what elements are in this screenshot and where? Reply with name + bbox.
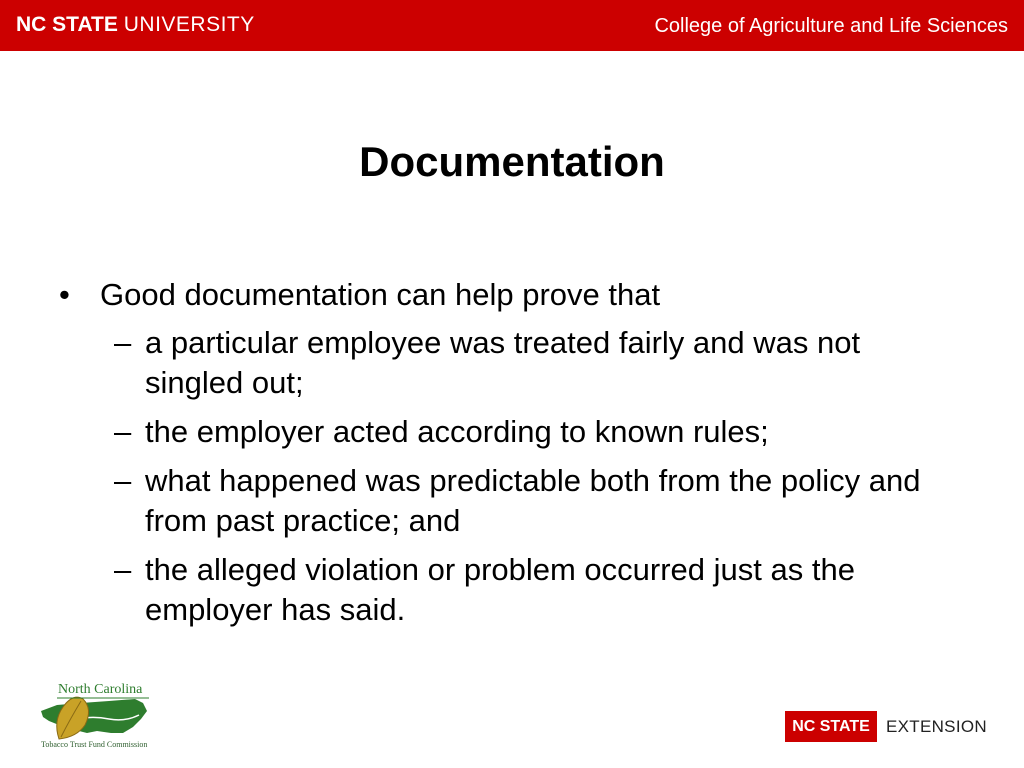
logo-title: North Carolina xyxy=(58,682,143,697)
university-wordmark xyxy=(16,13,255,37)
extension-logo-box: NC STATE xyxy=(785,711,877,742)
bullet-marker: • xyxy=(59,277,70,312)
brand-light: UNIVERSITY xyxy=(123,13,255,36)
dash-marker: – xyxy=(114,552,132,587)
sub-bullet-list xyxy=(57,323,957,630)
bullet-text: Good documentation can help prove that xyxy=(100,277,661,312)
logo-subtitle: Tobacco Trust Fund Commission xyxy=(41,740,148,749)
college-name: College of Agriculture and Life Sciences xyxy=(654,15,1008,37)
extension-logo-label: EXTENSION xyxy=(886,717,987,736)
sub-bullet-text: the employer acted according to known rules; xyxy=(145,414,769,449)
bullet-item xyxy=(57,275,957,315)
sub-bullet-text: a particular employee was treated fairly and was not singled out; xyxy=(145,325,861,400)
sub-bullet-text: the alleged violation or problem occurred just as the employer has said. xyxy=(145,552,855,627)
header-bar xyxy=(0,0,1024,51)
sub-bullet-item xyxy=(57,323,945,403)
sub-bullet-item xyxy=(57,461,945,541)
sub-bullet-item xyxy=(57,412,945,452)
sub-bullet-item xyxy=(57,550,945,630)
dash-marker: – xyxy=(114,463,132,498)
slide-title: Documentation xyxy=(359,138,665,185)
dash-marker: – xyxy=(114,414,132,449)
sub-bullet-text: what happened was predictable both from the policy and from past practice; and xyxy=(145,463,921,538)
dash-marker: – xyxy=(114,325,132,360)
tobacco-trust-fund-logo xyxy=(39,681,151,751)
slide-content xyxy=(57,275,957,639)
brand-strong: NC STATE xyxy=(16,13,118,36)
